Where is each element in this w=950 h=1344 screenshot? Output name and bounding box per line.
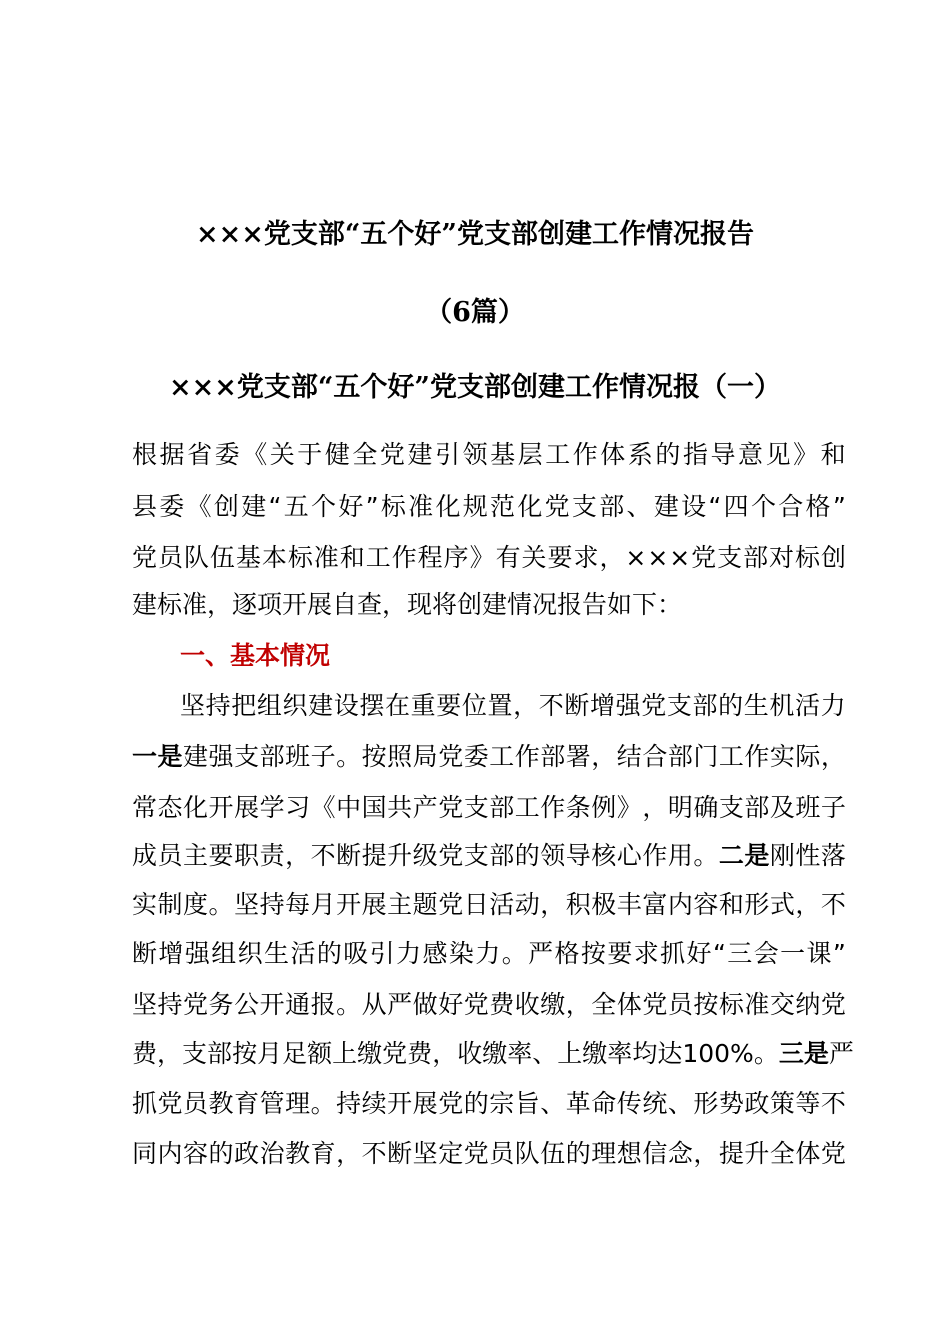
intro-line: 县 委 《 创 建 “ 五 个 好 ” 标 准 化 规 范 化 党 支 部 、 建 设 “ 四 个 合 格 ” bbox=[132, 492, 846, 521]
intro-line: 党 员 队 伍 基 本 标 准 和 工 作 程 序 》 有 关 要 求 ， × × × 党 支 部 对 标 创 bbox=[132, 543, 846, 572]
paragraph-line: 同 内 容 的 政 治 教 育 ， 不 断 坚 定 党 员 队 伍 的 理 想 信 念 ， 提 升 全 体 党 bbox=[132, 1139, 846, 1168]
section-heading: 一、基本情况 bbox=[180, 641, 331, 670]
paragraph-line: 实 制 度 。 坚 持 每 月 开 展 主 题 党 日 活 动 ， 积 极 丰 富 内 容 和 形 式 ， 不 bbox=[132, 890, 846, 919]
document-title: ×××党支部“五个好”党支部创建工作情况报告 bbox=[196, 219, 754, 250]
intro-line: 建标准，逐项开展自查，现将创建情况报告如下： bbox=[132, 590, 683, 619]
intro-line: 根 据 省 委 《 关 于 健 全 党 建 引 领 基 层 工 作 体 系 的 指 导 意 见 》 和 bbox=[132, 440, 846, 469]
paragraph-line: 坚 持 把 组 织 建 设 摆 在 重 要 位 置 ， 不 断 增 强 党 支 部 的 生 机 活 力 bbox=[180, 691, 846, 720]
paragraph-line: 坚 持 党 务 公 开 通 报 。 从 严 做 好 党 费 收 缴 ， 全 体 党 员 按 标 准 交 纳 党 bbox=[132, 990, 846, 1019]
document-subtitle: （6篇） bbox=[425, 297, 525, 328]
paragraph-line: 常 态 化 开 展 学 习 《 中 国 共 产 党 支 部 工 作 条 例 》 ， 明 确 支 部 及 班 子 bbox=[132, 793, 846, 822]
section-title: ×××党支部“五个好”党支部创建工作情况报（一） bbox=[169, 372, 781, 403]
paragraph-line: 成 员 主 要 职 责 ， 不 断 提 升 级 党 支 部 的 领 导 核 心 作 用 。 二 是 刚 性 落 bbox=[132, 841, 846, 870]
paragraph-line: 断 增 强 组 织 生 活 的 吸 引 力 感 染 力 。 严 格 按 要 求 抓 好 “ 三 会 一 课 ” bbox=[132, 939, 846, 968]
paragraph-line: 抓 党 员 教 育 管 理 。 持 续 开 展 党 的 宗 旨 、 革 命 传 统 、 形 势 政 策 等 不 bbox=[132, 1089, 846, 1118]
paragraph-line: 费 ， 支 部 按 月 足 额 上 缴 党 费 ， 收 缴 率 、 上 缴 率 均 达 100% 。 三 是 严 bbox=[132, 1039, 854, 1068]
paragraph-line: 一 是 建 强 支 部 班 子 。 按 照 局 党 委 工 作 部 署 ， 结 合 部 门 工 作 实 际 ， bbox=[132, 742, 846, 771]
